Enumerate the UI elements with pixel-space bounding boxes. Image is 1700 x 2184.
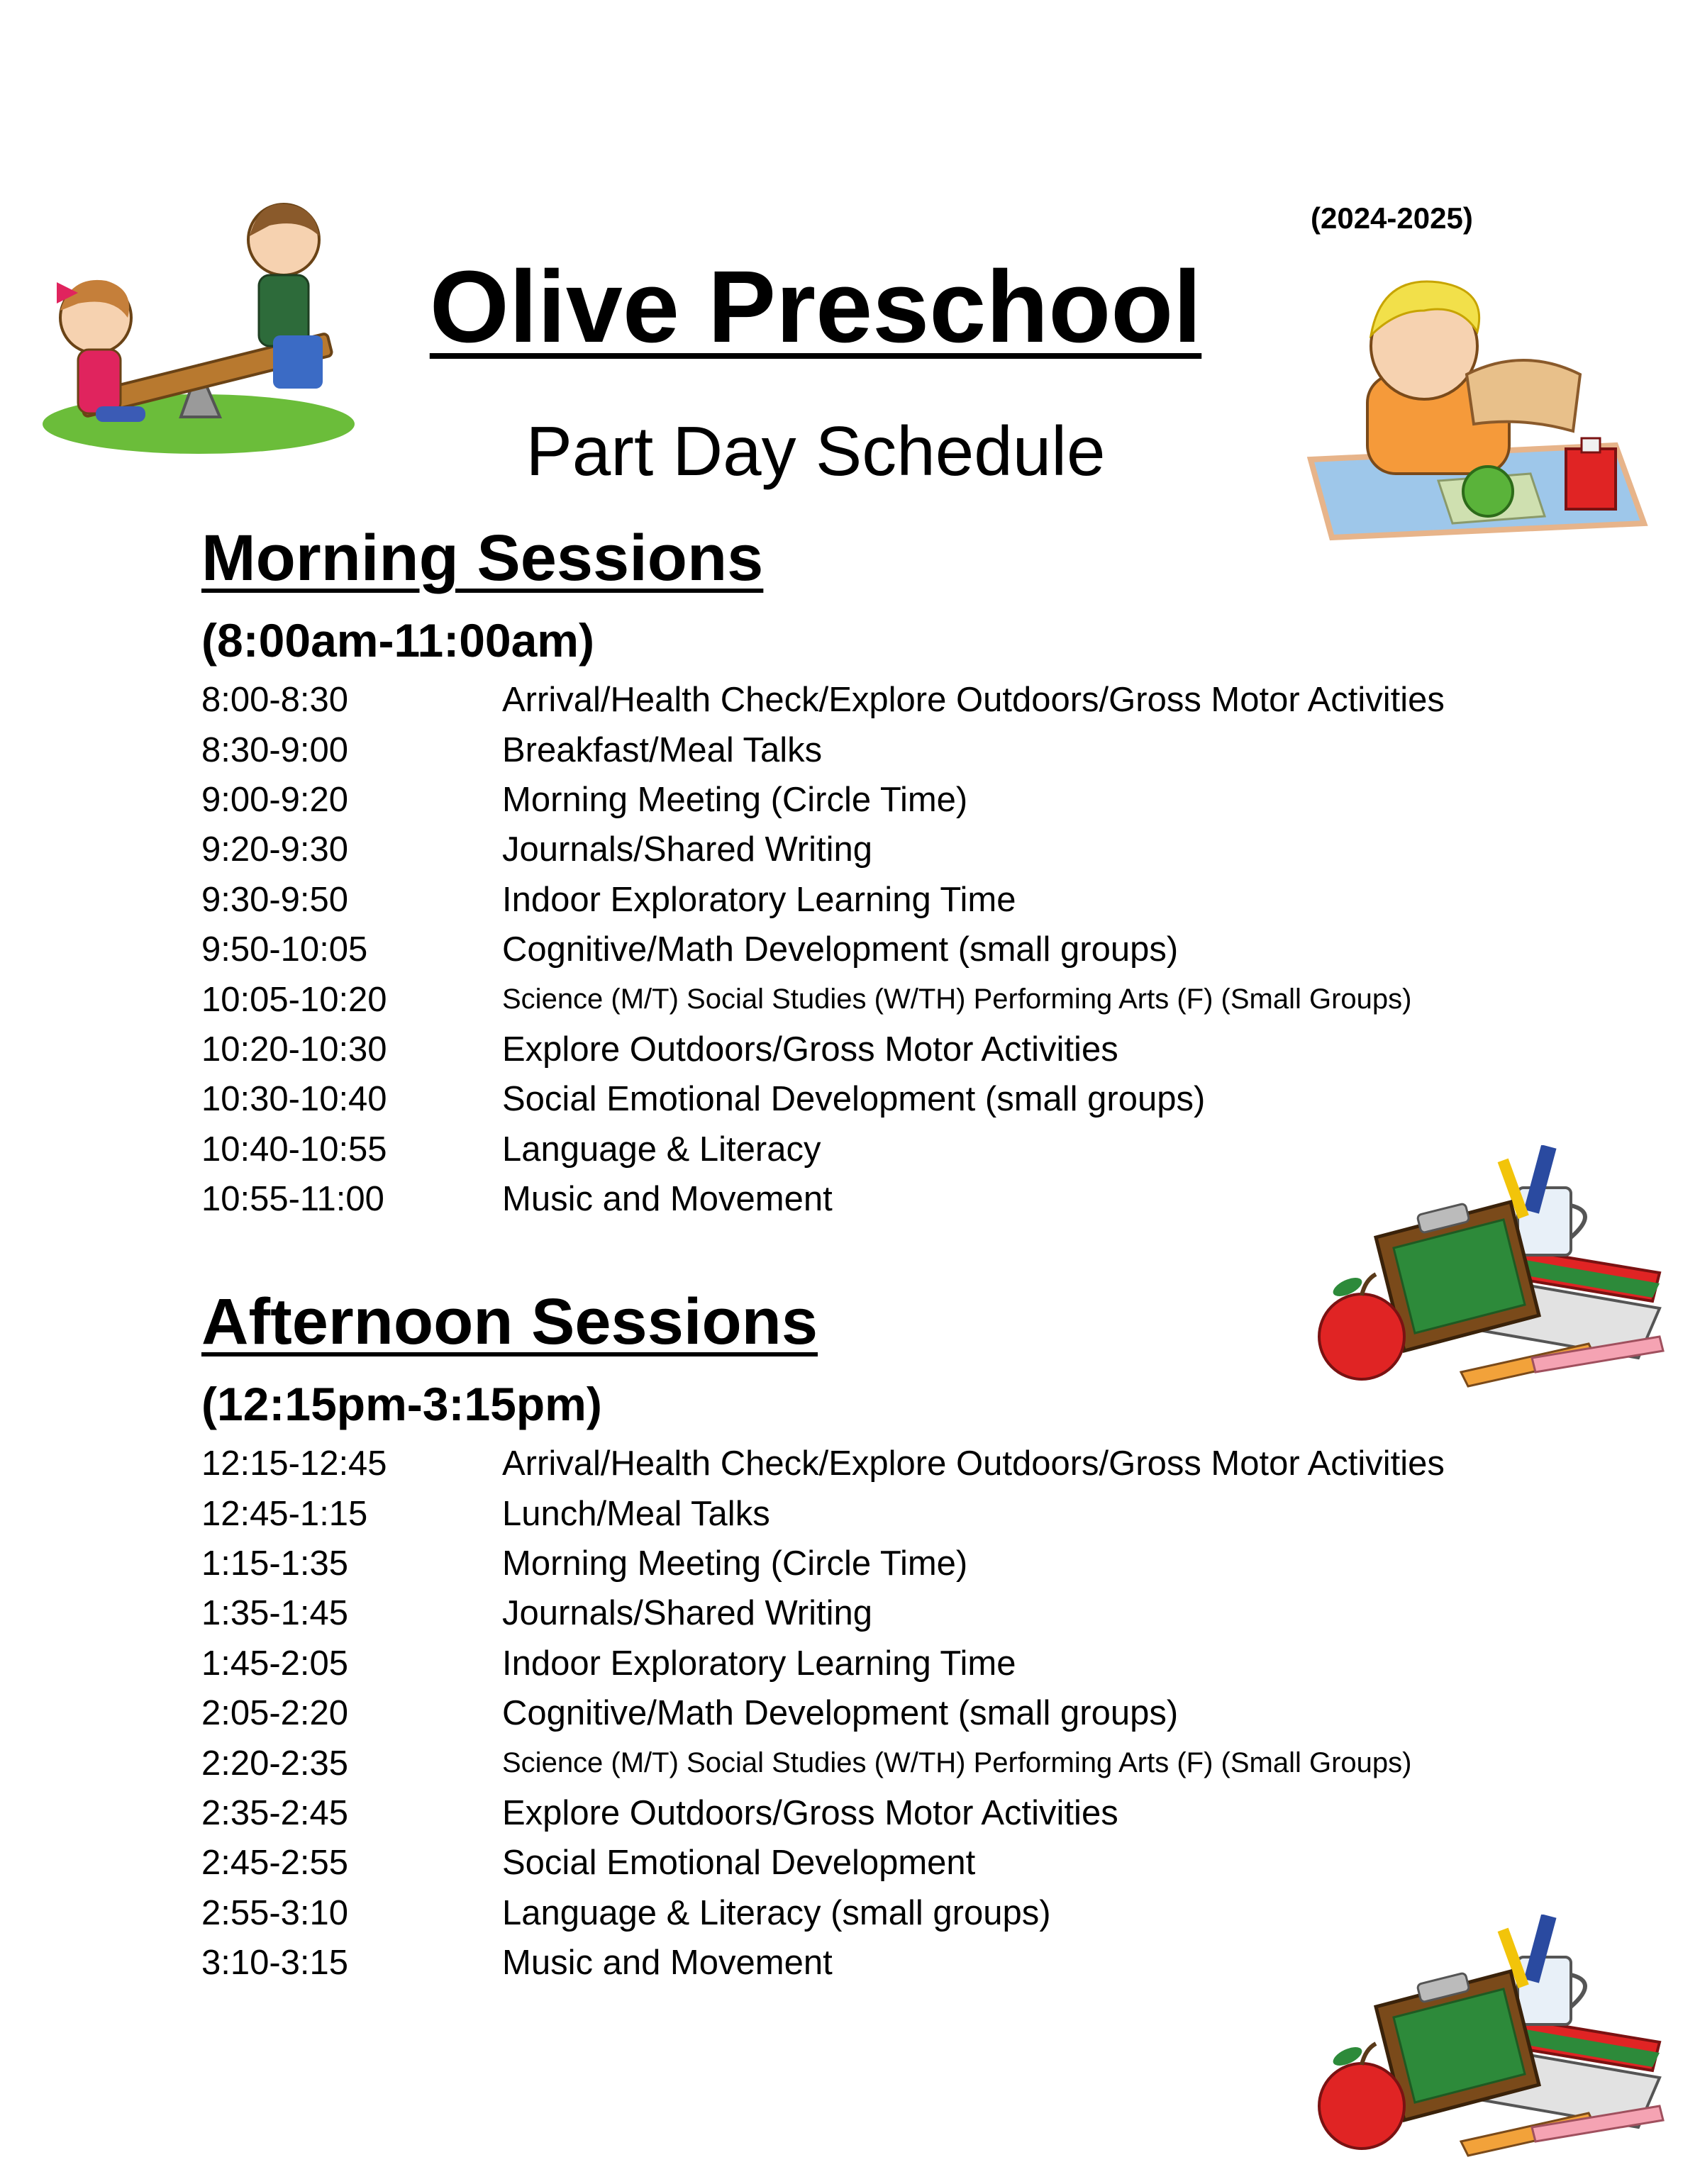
row-time: 10:55-11:00 bbox=[201, 1180, 384, 1219]
schedule-row bbox=[201, 1738, 1563, 1788]
row-time: 9:00-9:20 bbox=[201, 780, 349, 819]
schedule-row bbox=[201, 1838, 1563, 1888]
row-time: 10:20-10:30 bbox=[201, 1030, 387, 1069]
page-title: Olive Preschool bbox=[429, 250, 1202, 364]
school-supplies-icon bbox=[1305, 1915, 1674, 2170]
schedule-row bbox=[201, 1488, 1563, 1538]
row-activity: Journals/Shared Writing bbox=[502, 1594, 873, 1633]
morning-schedule bbox=[201, 675, 1563, 1224]
schedule-row bbox=[201, 1025, 1563, 1074]
row-activity: Lunch/Meal Talks bbox=[502, 1494, 770, 1533]
row-time: 1:15-1:35 bbox=[201, 1544, 349, 1583]
row-time: 10:05-10:20 bbox=[201, 980, 387, 1019]
row-activity: Social Emotional Development bbox=[502, 1844, 976, 1883]
row-time: 2:05-2:20 bbox=[201, 1694, 349, 1733]
row-activity: Arrival/Health Check/Explore Outdoors/Gross Motor Activities bbox=[502, 681, 1445, 720]
schedule-row bbox=[201, 1788, 1563, 1838]
row-activity: Morning Meeting (Circle Time) bbox=[502, 1544, 968, 1583]
schedule-row bbox=[201, 925, 1563, 974]
schedule-row bbox=[201, 825, 1563, 874]
row-activity: Language & Literacy bbox=[502, 1130, 821, 1169]
row-time: 2:35-2:45 bbox=[201, 1793, 349, 1832]
row-time: 8:00-8:30 bbox=[201, 681, 349, 720]
row-activity: Explore Outdoors/Gross Motor Activities bbox=[502, 1030, 1118, 1069]
afternoon-sessions-heading: Afternoon Sessions bbox=[201, 1286, 818, 1358]
row-activity: Arrival/Health Check/Explore Outdoors/Gross Motor Activities bbox=[502, 1444, 1445, 1483]
row-time: 9:30-9:50 bbox=[201, 880, 349, 919]
schedule-row bbox=[201, 1074, 1563, 1124]
row-time: 2:20-2:35 bbox=[201, 1744, 349, 1783]
afternoon-hours: (12:15pm-3:15pm) bbox=[201, 1378, 602, 1430]
morning-sessions-heading: Morning Sessions bbox=[201, 522, 764, 594]
row-time: 12:15-12:45 bbox=[201, 1444, 387, 1483]
row-activity: Science (M/T) Social Studies (W/TH) Performing Arts (F) (Small Groups) bbox=[502, 1747, 1412, 1779]
schedule-row bbox=[201, 1639, 1563, 1688]
row-activity: Language & Literacy (small groups) bbox=[502, 1893, 1051, 1932]
row-activity: Explore Outdoors/Gross Motor Activities bbox=[502, 1793, 1118, 1832]
school-year: (2024-2025) bbox=[1311, 201, 1473, 235]
schedule-row bbox=[201, 1439, 1563, 1488]
row-time: 2:55-3:10 bbox=[201, 1893, 349, 1932]
schedule-row bbox=[201, 974, 1563, 1024]
row-time: 8:30-9:00 bbox=[201, 730, 349, 769]
row-activity: Cognitive/Math Development (small groups) bbox=[502, 1694, 1179, 1733]
row-time: 12:45-1:15 bbox=[201, 1494, 368, 1533]
schedule-row bbox=[201, 875, 1563, 925]
row-time: 9:20-9:30 bbox=[201, 830, 349, 869]
afternoon-schedule bbox=[201, 1439, 1563, 1988]
row-time: 1:35-1:45 bbox=[201, 1594, 349, 1633]
row-time: 10:40-10:55 bbox=[201, 1130, 387, 1169]
row-activity: Indoor Exploratory Learning Time bbox=[502, 880, 1016, 919]
row-activity: Science (M/T) Social Studies (W/TH) Performing Arts (F) (Small Groups) bbox=[502, 984, 1412, 1015]
morning-hours: (8:00am-11:00am) bbox=[201, 614, 594, 667]
schedule-row bbox=[201, 725, 1563, 774]
row-activity: Breakfast/Meal Talks bbox=[502, 730, 823, 769]
row-time: 3:10-3:15 bbox=[201, 1944, 349, 1983]
row-activity: Indoor Exploratory Learning Time bbox=[502, 1644, 1016, 1683]
schedule-row bbox=[201, 775, 1563, 825]
school-supplies-icon bbox=[1305, 1145, 1674, 1400]
row-activity: Music and Movement bbox=[502, 1944, 833, 1983]
row-activity: Cognitive/Math Development (small groups) bbox=[502, 930, 1179, 969]
row-activity: Music and Movement bbox=[502, 1180, 833, 1219]
row-activity: Morning Meeting (Circle Time) bbox=[502, 780, 968, 819]
schedule-row bbox=[201, 1688, 1563, 1738]
row-activity: Social Emotional Development (small groups) bbox=[502, 1080, 1206, 1119]
schedule-row bbox=[201, 1588, 1563, 1638]
seesaw-kids-icon bbox=[28, 197, 362, 459]
row-time: 1:45-2:05 bbox=[201, 1644, 349, 1683]
page-subtitle: Part Day Schedule bbox=[526, 412, 1106, 490]
boy-eating-lunch-icon bbox=[1289, 268, 1658, 552]
schedule-row bbox=[201, 1539, 1563, 1588]
row-activity: Journals/Shared Writing bbox=[502, 830, 873, 869]
row-time: 2:45-2:55 bbox=[201, 1844, 349, 1883]
schedule-row bbox=[201, 675, 1563, 725]
row-time: 10:30-10:40 bbox=[201, 1080, 387, 1119]
row-time: 9:50-10:05 bbox=[201, 930, 368, 969]
